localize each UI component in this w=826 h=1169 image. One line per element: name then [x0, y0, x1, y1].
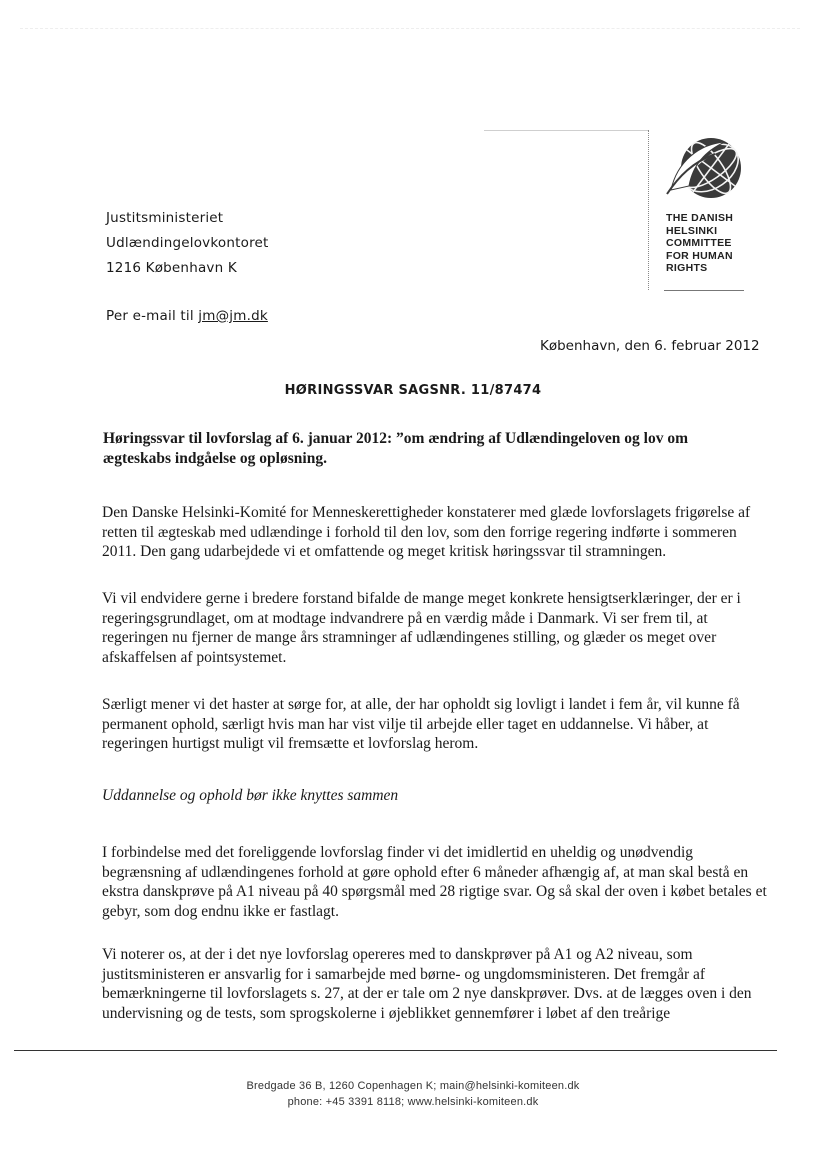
- logo-line: COMMITTEE: [666, 237, 732, 249]
- logo-top-rule: [484, 130, 649, 131]
- recipient-line-1: Justitsministeriet: [106, 210, 224, 226]
- case-heading: HØRINGSSVAR SAGSNR. 11/87474: [284, 383, 542, 398]
- body-paragraph-5: Vi noterer os, at der i det nye lovforslag opereres med to danskprøver på A1 og A2 niveau, som justitsministeren er ansvarlig for i samarbejde med børne- og ungdomsministeren. Det fremgår af bemærkningerne til lovforslagets s. 27, at der er tale om 2 nye danskprøver. Dvs. at de lægges oven i den undervisning og de tests, som sprogskolerne i øjeblikket gennemfører i løbet af den treårige: [102, 946, 752, 1022]
- email-prefix: Per e-mail til: [106, 308, 199, 324]
- recipient-line-3: 1216 København K: [106, 260, 237, 276]
- body-paragraph-3: Særligt mener vi det haster at sørge for, at alle, der har opholdt sig lovligt i landet i fem år, vil kunne få permanent ophold, særligt hvis man har vist vilje til arbejde eller taget en uddannelse. Vi håber, at regeringen hurtigst muligt vil fremsætte et lovforslag herom.: [102, 696, 740, 752]
- section-heading: Uddannelse og ophold bør ikke knyttes sammen: [102, 787, 399, 804]
- footer-address: Bredgade 36 B, 1260 Copenhagen K; main@helsinki-komiteen.dk: [246, 1080, 580, 1092]
- email-link[interactable]: jm@jm.dk: [198, 308, 268, 324]
- date-line: København, den 6. februar 2012: [540, 338, 760, 354]
- logo-line: HELSINKI: [666, 224, 718, 237]
- recipient-line-2: Udlændingelovkontoret: [106, 235, 269, 251]
- scan-artifact: [20, 28, 800, 35]
- logo-line: THE DANISH: [666, 212, 734, 224]
- logo-organization-name: [666, 212, 756, 275]
- footer-rule: [14, 1050, 777, 1051]
- logo-line: FOR HUMAN: [666, 249, 733, 262]
- logo-bottom-rule: [664, 290, 744, 291]
- globe-swoosh-logo-icon: [663, 132, 747, 206]
- body-paragraph-1: Den Danske Helsinki-Komité for Menneskerettigheder konstaterer med glæde lovforslagets frigørelse af retten til ægteskab med udlændinge i forhold til den lov, som den forrige regering indførte i sommeren 2011. Den gang udarbejdede vi et omfattende og meget kritisk høringssvar til stramningen.: [102, 504, 751, 560]
- email-line: [106, 308, 268, 324]
- footer-contact: phone: +45 3391 8118; www.helsinki-komiteen.dk: [287, 1096, 539, 1108]
- body-paragraph-2: Vi vil endvidere gerne i bredere forstand bifalde de mange meget konkrete hensigtserklæringer, der er i regeringsgrundlaget, om at modtage indvandrere på en værdig måde i Danmark. Vi ser frem til, at regeringen nu fjerner de mange års stramninger af udlændingenes stilling, og glæder os meget over afskaffelsen af pointsystemet.: [102, 590, 741, 666]
- logo-line: RIGHTS: [666, 262, 708, 274]
- subject-line: Høringssvar til lovforslag af 6. januar 2012: ”om ændring af Udlændingeloven og lov om ægteskabs indgåelse og opløsning.: [103, 430, 689, 467]
- body-paragraph-4: I forbindelse med det foreliggende lovforslag finder vi det imidlertid en uheldig og unødvendig begrænsning af udlændingenes forhold at gøre ophold efter 6 måneder afhængig af, at man skal bestå en ekstra danskprøve på A1 niveau på 40 spørgsmål med 28 rigtige svar. Og så skal der oven i købet betales et gebyr, som dog endnu ikke er fastlagt.: [102, 844, 767, 920]
